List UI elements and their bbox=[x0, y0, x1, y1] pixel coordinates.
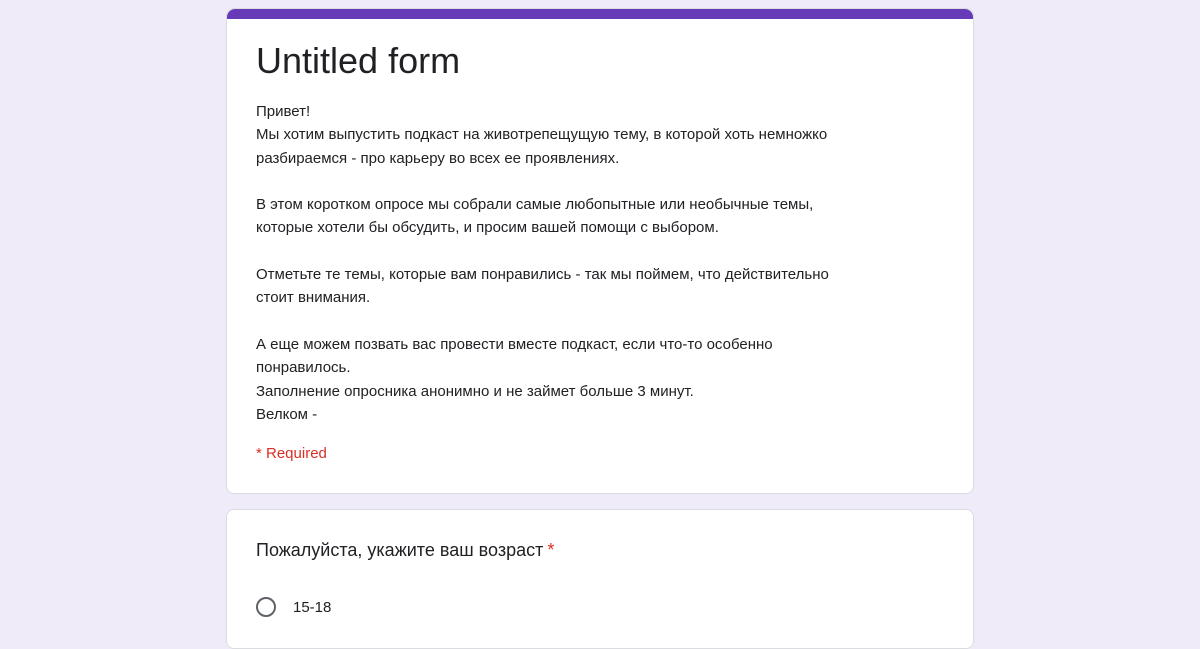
question-title bbox=[256, 540, 554, 561]
accent-bar bbox=[227, 9, 973, 19]
question-card-age bbox=[226, 509, 974, 649]
form-header-card bbox=[226, 8, 974, 494]
required-note: * Required bbox=[256, 445, 327, 462]
option-15-18[interactable] bbox=[256, 597, 331, 617]
form-title: Untitled form bbox=[256, 40, 461, 81]
option-label: 15-18 bbox=[293, 598, 332, 616]
question-title-text: Пожалуйста, укажите ваш возраст bbox=[256, 540, 544, 560]
form-description: Привет! Мы хотим выпустить подкаст на животрепещущую тему, в которой хоть немножко разбираемся - про карьеру во всех ее проявлениях. В этом коротком опросе мы собрали самые любопытные или необычные темы, которые хотели бы обсудить, и просим вашей помощи с выбором. Отметьте те темы, которые вам понравились - так мы поймем, что действительно стоит внимания. А еще можем позвать вас провести вместе подкаст, если что-то особенно понравилось. Заполнение опросника анонимно и не займет больше 3 минут. Велком - bbox=[256, 103, 829, 423]
required-star: * bbox=[547, 540, 555, 560]
radio-button[interactable] bbox=[256, 597, 276, 617]
